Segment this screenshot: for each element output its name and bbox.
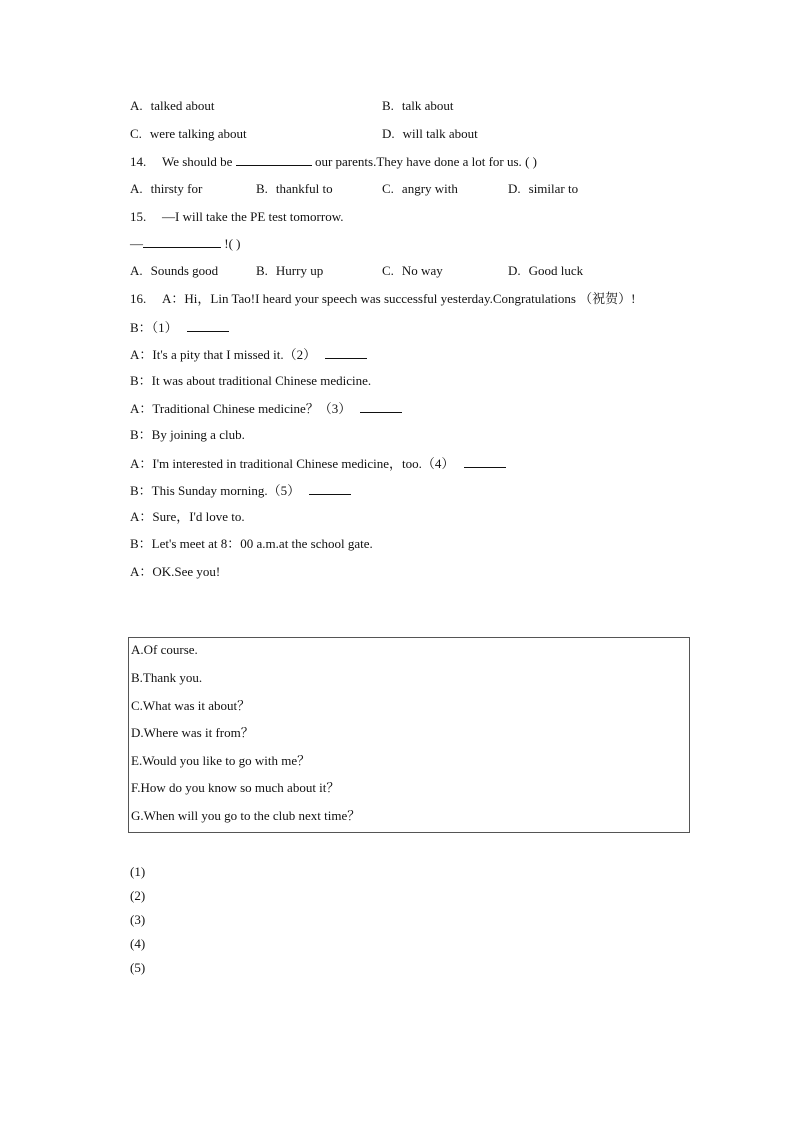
- option-text: were talking about: [149, 126, 247, 141]
- dialogue-blank-1[interactable]: [187, 319, 229, 332]
- option-text: Hurry up: [275, 263, 324, 278]
- q16-dialogue-line: [130, 482, 351, 499]
- q16-dialogue-line: [130, 455, 506, 472]
- dialogue-blank-4[interactable]: [464, 455, 506, 468]
- q15-option-c[interactable]: [382, 263, 443, 279]
- q14-text-after: our parents.They have done a lot for us.: [314, 154, 522, 169]
- dialogue-text: A：Hi，Lin Tao!I heard your speech was successful yesterday.Congratulations （祝贺）!: [162, 291, 636, 306]
- box-option-b[interactable]: B.Thank you.: [131, 670, 203, 685]
- option-letter: C.: [382, 181, 394, 196]
- option-text: thankful to: [275, 181, 333, 196]
- question-number: 16.: [130, 291, 147, 306]
- q16-dialogue-line: [130, 400, 402, 417]
- q16-dialogue-line: [130, 564, 220, 580]
- q14-option-b[interactable]: [256, 181, 333, 197]
- option-letter: C.: [382, 263, 394, 278]
- q14-text-before: We should be: [162, 154, 233, 169]
- dialogue-text: A：Traditional Chinese medicine？（3）: [130, 401, 352, 416]
- option-text: No way: [401, 263, 443, 278]
- dialogue-text: A：I'm interested in traditional Chinese medicine，too.（4）: [130, 456, 455, 471]
- option-letter: D.: [508, 181, 521, 196]
- dialogue-blank-2[interactable]: [325, 346, 367, 359]
- dialogue-text: B：It was about traditional Chinese medicine.: [130, 373, 372, 388]
- box-option-c[interactable]: C.What was it about？: [131, 698, 251, 713]
- q15-answer-paren[interactable]: !( ): [224, 236, 241, 251]
- q15-dash: —: [130, 236, 143, 251]
- option-letter: A.: [130, 181, 143, 196]
- option-text: talk about: [401, 98, 454, 113]
- answer-line-5[interactable]: (5): [130, 960, 146, 975]
- q16-dialogue-line: [130, 319, 229, 336]
- dialogue-text: A：OK.See you!: [130, 564, 221, 579]
- box-option-f[interactable]: F.How do you know so much about it？: [131, 780, 340, 795]
- q16-dialogue-line: [130, 291, 635, 307]
- dialogue-blank-3[interactable]: [360, 400, 402, 413]
- q15-option-d[interactable]: [508, 263, 583, 279]
- q16-dialogue-line: [130, 509, 245, 525]
- answer-line-3[interactable]: (3): [130, 912, 146, 927]
- option-text: angry with: [401, 181, 458, 196]
- q14-answer-paren[interactable]: ( ): [525, 154, 537, 169]
- box-option-g[interactable]: G.When will you go to the club next time？: [131, 808, 361, 823]
- option-letter: D.: [508, 263, 521, 278]
- answer-line-4[interactable]: (4): [130, 936, 146, 951]
- option-letter: B.: [382, 98, 394, 113]
- q13-option-a[interactable]: [130, 98, 215, 114]
- option-text: will talk about: [402, 126, 478, 141]
- q14-blank[interactable]: [236, 153, 312, 166]
- dialogue-text: B：（1）: [130, 320, 178, 335]
- option-text: Sounds good: [150, 263, 219, 278]
- dialogue-text: A：Sure，I'd love to.: [130, 509, 245, 524]
- options-box: [128, 637, 690, 833]
- box-option-d[interactable]: D.Where was it from？: [131, 725, 254, 740]
- box-option-e[interactable]: E.Would you like to go with me？: [131, 753, 311, 768]
- q16-dialogue-line: [130, 427, 245, 443]
- q13-option-c[interactable]: [130, 126, 247, 142]
- dialogue-text: B：This Sunday morning.（5）: [130, 483, 301, 498]
- dialogue-blank-5[interactable]: [309, 482, 351, 495]
- question-number: 15.: [130, 209, 147, 224]
- q14-option-c[interactable]: [382, 181, 458, 197]
- q16-dialogue-line: [130, 346, 367, 363]
- dialogue-text: B：By joining a club.: [130, 427, 245, 442]
- q13-option-d[interactable]: [382, 126, 478, 142]
- dialogue-text: A：It's a pity that I missed it.（2）: [130, 347, 317, 362]
- dialogue-text: B：Let's meet at 8：00 a.m.at the school gate.: [130, 536, 373, 551]
- answer-line-1[interactable]: (1): [130, 864, 146, 879]
- option-text: similar to: [528, 181, 579, 196]
- option-text: Good luck: [528, 263, 584, 278]
- q16-dialogue-line: [130, 536, 373, 552]
- option-text: talked about: [150, 98, 215, 113]
- q15-blank[interactable]: [143, 235, 221, 248]
- option-letter: D.: [382, 126, 395, 141]
- q15-option-a[interactable]: [130, 263, 218, 279]
- q16-dialogue-line: [130, 373, 371, 389]
- option-text: thirsty for: [150, 181, 203, 196]
- option-letter: A.: [130, 263, 143, 278]
- q15-option-b[interactable]: [256, 263, 323, 279]
- q15-stem: [130, 209, 344, 225]
- answer-line-2[interactable]: (2): [130, 888, 146, 903]
- q15-line1: —I will take the PE test tomorrow.: [162, 209, 344, 224]
- q13-option-b[interactable]: [382, 98, 454, 114]
- option-letter: B.: [256, 263, 268, 278]
- q14-option-d[interactable]: [508, 181, 578, 197]
- q14-stem: [130, 153, 537, 170]
- option-letter: C.: [130, 126, 142, 141]
- option-letter: B.: [256, 181, 268, 196]
- q14-option-a[interactable]: [130, 181, 202, 197]
- option-letter: A.: [130, 98, 143, 113]
- question-number: 14.: [130, 154, 147, 169]
- box-option-a[interactable]: A.Of course.: [131, 642, 198, 657]
- q15-response-line: [130, 235, 241, 252]
